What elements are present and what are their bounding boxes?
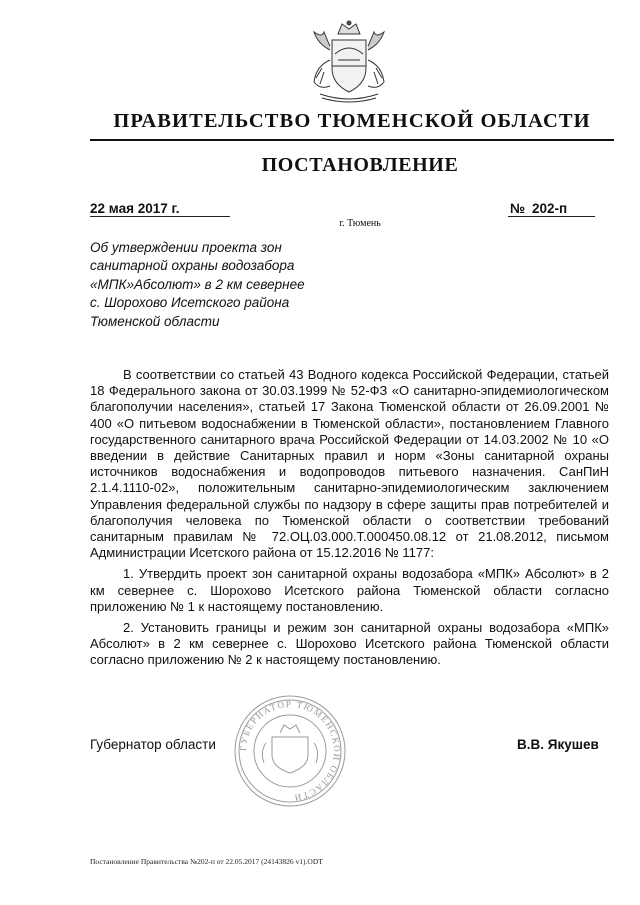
date-underline xyxy=(90,216,230,217)
coat-of-arms-icon xyxy=(302,20,396,106)
number-underline xyxy=(508,216,595,217)
document-subject xyxy=(90,239,350,331)
document-number-label: № xyxy=(510,201,526,216)
preamble-paragraph: В соответствии со статьей 43 Водного кодекса Российской Федерации, статьей 18 Федерального закона от 30.03.1999 № 52-ФЗ «О санитарно-эпидемиологическом благополучии населения», статьей 17 Закона Тюменской области от 26.09.2001 № 400 «О питьевом водоснабжении в Тюменской области», постановлением Главного государственного санитарного врача Российской Федерации от 14.03.2002 № 10 «О введении в действие Санитарных правил и норм «Зоны санитарной охраны источников водоснабжения и водопроводов питьевого назначения. СанПиН 2.1.4.1110-02», положительным санитарно-эпидемиологическим заключением Управления федеральной службы по надзору в сфере защиты прав потребителей и благополучия человека по Тюменской области о соответствии требований санитарным правилам № 72.ОЦ.03.000.Т.000450.08.12 от 21.08.2012, письмом Администрации Исетского района от 15.12.2016 № 1177: xyxy=(90,367,609,561)
document-body xyxy=(90,367,609,674)
subject-line: «МПК»Абсолют» в 2 км севернее xyxy=(90,276,305,292)
document-number: 202-п xyxy=(532,201,568,216)
stamp-text: ГУБЕРНАТОР ТЮМЕНСКОЙ ОБЛАСТИ xyxy=(237,698,343,803)
official-seal-stamp-icon xyxy=(232,693,348,809)
subject-line: с. Шорохово Исетского района xyxy=(90,295,290,311)
resolution-item-1: 1. Утвердить проект зон санитарной охраны водозабора «МПК» Абсолют» в 2 км севернее с. Шорохово Исетского района Тюменской области согласно приложению № 1 к настоящему постановлению. xyxy=(90,566,609,614)
subject-line: Тюменской области xyxy=(90,313,220,329)
signer-name: В.В. Якушев xyxy=(517,737,599,752)
signer-title: Губернатор области xyxy=(90,737,216,752)
government-title: ПРАВИТЕЛЬСТВО ТЮМЕНСКОЙ ОБЛАСТИ xyxy=(113,110,591,132)
document-type: ПОСТАНОВЛЕНИЕ xyxy=(261,154,459,176)
document-city: г. Тюмень xyxy=(339,218,381,229)
subject-line: санитарной охраны водозабора xyxy=(90,258,295,274)
subject-line: Об утверждении проекта зон xyxy=(90,240,282,255)
resolution-item-2: 2. Установить границы и режим зон санитарной охраны водозабора «МПК» Абсолют» в 2 км севернее с. Шорохово Исетского района Тюменской области согласно приложению № 2 к настоящему постановлению. xyxy=(90,620,609,668)
document-footer: Постановление Правительства №202-п от 22.05.2017 (24143826 v1).ODT xyxy=(90,857,323,866)
title-divider xyxy=(90,139,614,141)
document-date: 22 мая 2017 г. xyxy=(90,201,180,216)
